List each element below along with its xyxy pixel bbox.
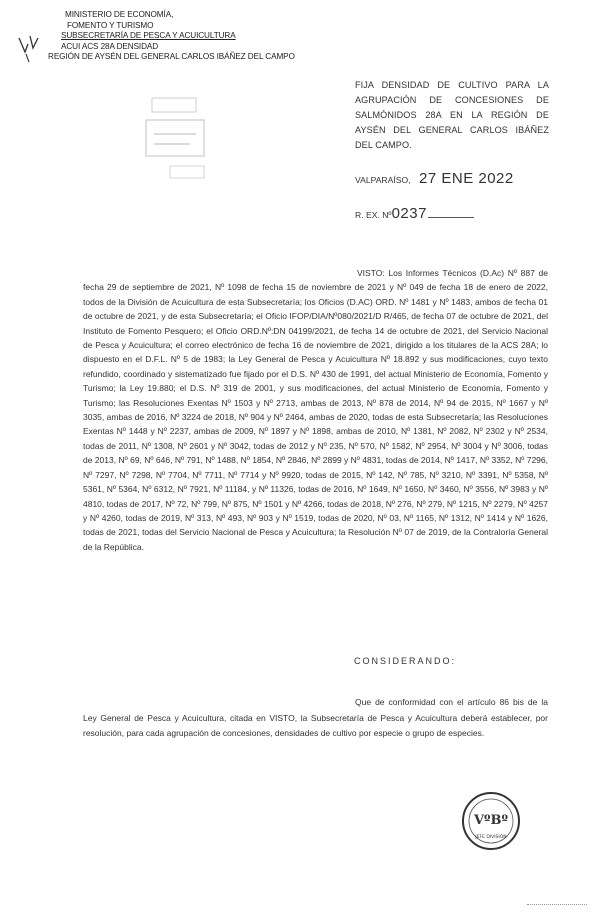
faded-stamp-icon: [140, 90, 220, 190]
approval-seal-icon: [460, 790, 522, 852]
header-line-ministry: MINISTERIO DE ECONOMÍA,: [65, 10, 174, 19]
ministry-header: [48, 10, 295, 63]
ministry-logo-icon: [16, 34, 42, 64]
rex-label: R. EX. Nº: [355, 210, 392, 220]
date-stamp: 27 ENE 2022: [419, 170, 514, 187]
header-line-fomento: FOMENTO Y TURISMO: [67, 20, 154, 30]
seal-vobo: VºBº: [473, 813, 509, 828]
header-line-region: REGIÓN DE AYSÉN DEL GENERAL CARLOS IBÁÑEZ DEL CAMPO: [48, 52, 295, 62]
header-line-reference: ACUI ACS 28A DENSIDAD: [61, 41, 159, 51]
resolution-title: FIJA DENSIDAD DE CULTIVO PARA LA AGRUPACIÓN DE CONCESIONES DE SALMÓNIDOS 28A EN LA REGIÓN DE AYSÉN DEL GENERAL CARLOS IBÁÑEZ DEL CAMPO.: [355, 80, 549, 150]
footer-dotted-line: [527, 904, 587, 905]
considerando-paragraph-1: Que de conformidad con el artículo 86 bis de la Ley General de Pesca y Acuicultura, citada en VISTO, la Subsecretaría de Pesca y Acuicultura deberá establecer, por resolución, para cada agrupación de concesiones, densidades de cultivo por especie o grupo de especies.: [83, 697, 548, 739]
header-line-subsecretaria: SUBSECRETARÍA DE PESCA Y ACUICULTURA: [61, 31, 236, 41]
place-date: [355, 170, 514, 188]
rex-number: 0237: [391, 205, 427, 222]
seal-caption: JEFE DIVISIÓN: [475, 835, 507, 840]
considerando-heading: CONSIDERANDO:: [354, 656, 457, 666]
resolution-number: [355, 205, 474, 223]
place-label: VALPARAÍSO,: [355, 175, 411, 185]
visto-paragraph: VISTO: Los Informes Técnicos (D.Ac) Nº 887 de fecha 29 de septiembre de 2021, Nº 1098 de fecha 15 de noviembre de 2021 y Nº 049 de fecha 18 de enero de 2022, todos de la División de Acuicultura de esta Subsecretaría; los Oficios (D.AC) ORD. Nº 1481 y Nº 1483, ambos de fecha 01 de octubre de 2021, y de esta Subsecretaría; el Oficio IFOP/DIA/Nº080/2021/D R/465, de fecha 07 de octubre de 2021, del Instituto de Fomento Pesquero; el Oficio ORD.Nº:DN 04199/2021, de fecha 14 de octubre de 2021, del Servicio Nacional de Pesca y Acuicultura; el correo electrónico de fecha 16 de noviembre de 2021, dirigido a los titulares de la ACS 28A; lo dispuesto en el D.F.L. Nº 5 de 1983; la Ley General de Pesca y Acuicultura Nº 18.892 y sus modificaciones, cuyo texto refundido, coordinado y sistematizado fue fijado por el D.S. Nº 430 de 1991, del actual Ministerio de Economía, Fomento y Turismo; la Ley 19.880; el D.S. Nº 319 de 2001, y sus modificaciones, del actual Ministerio de Economía, Fomento y Turismo; las Resoluciones Exentas Nº 1503 y Nº 2713, ambas de 2013, Nº 878 de 2014, Nº 94 de 2015, Nº 1667 y Nº 3035, ambas de 2016, Nº 3224 de 2018, Nº 904 y Nº 2464, ambas de 2020, todas de esta Subsecretaría; las Resoluciones Exentas Nº 1448 y Nº 2237, ambas de 2009, Nº 1897 y Nº 1898, ambas de 2010, Nº 1381, Nº 2082, Nº 2302 y Nº 2534, todas de 2011, Nº 1308, Nº 2601 y Nº 3042, todas de 2012 y Nº 235, Nº 570, Nº 1582, Nº 2954, Nº 3004 y Nº 3006, todas de 2013, Nº 69, Nº 646, Nº 791, Nº 1488, Nº 1854, Nº 2846, Nº 2899 y Nº 4831, todas de 2014, Nº 1417, Nº 3352, Nº 7296, Nº 7297, Nº 7298, Nº 7704, Nº 7711, Nº 7714 y Nº 9920, todas de 2015, Nº 142, Nº 785, Nº 3210, Nº 3391, Nº 5358, Nº 5361, Nº 5364, Nº 6312, Nº 7921, Nº 11184, y Nº 11326, todas de 2016, Nº 1649, Nº 1650, Nº 3460, Nº 3556, Nº 3983 y Nº 4810, todas de 2017, Nº 72, Nº 799, Nº 875, Nº 1501 y Nº 4266, todas de 2018, Nº 276, Nº 279, Nº 1215, Nº 2279, Nº 4257 y Nº 4260, todas de 2019, Nº 313, Nº 493, Nº 903 y Nº 1519, todas de 2020, Nº 03, Nº 1165, Nº 1312, Nº 1414 y Nº 1626, todas de 2021, todas del Servicio Nacional de Pesca y Acuicultura; la Resolución Nº 07 de 2019, de la Contraloría General de la República.: [83, 268, 548, 552]
rex-underline: [428, 217, 474, 218]
